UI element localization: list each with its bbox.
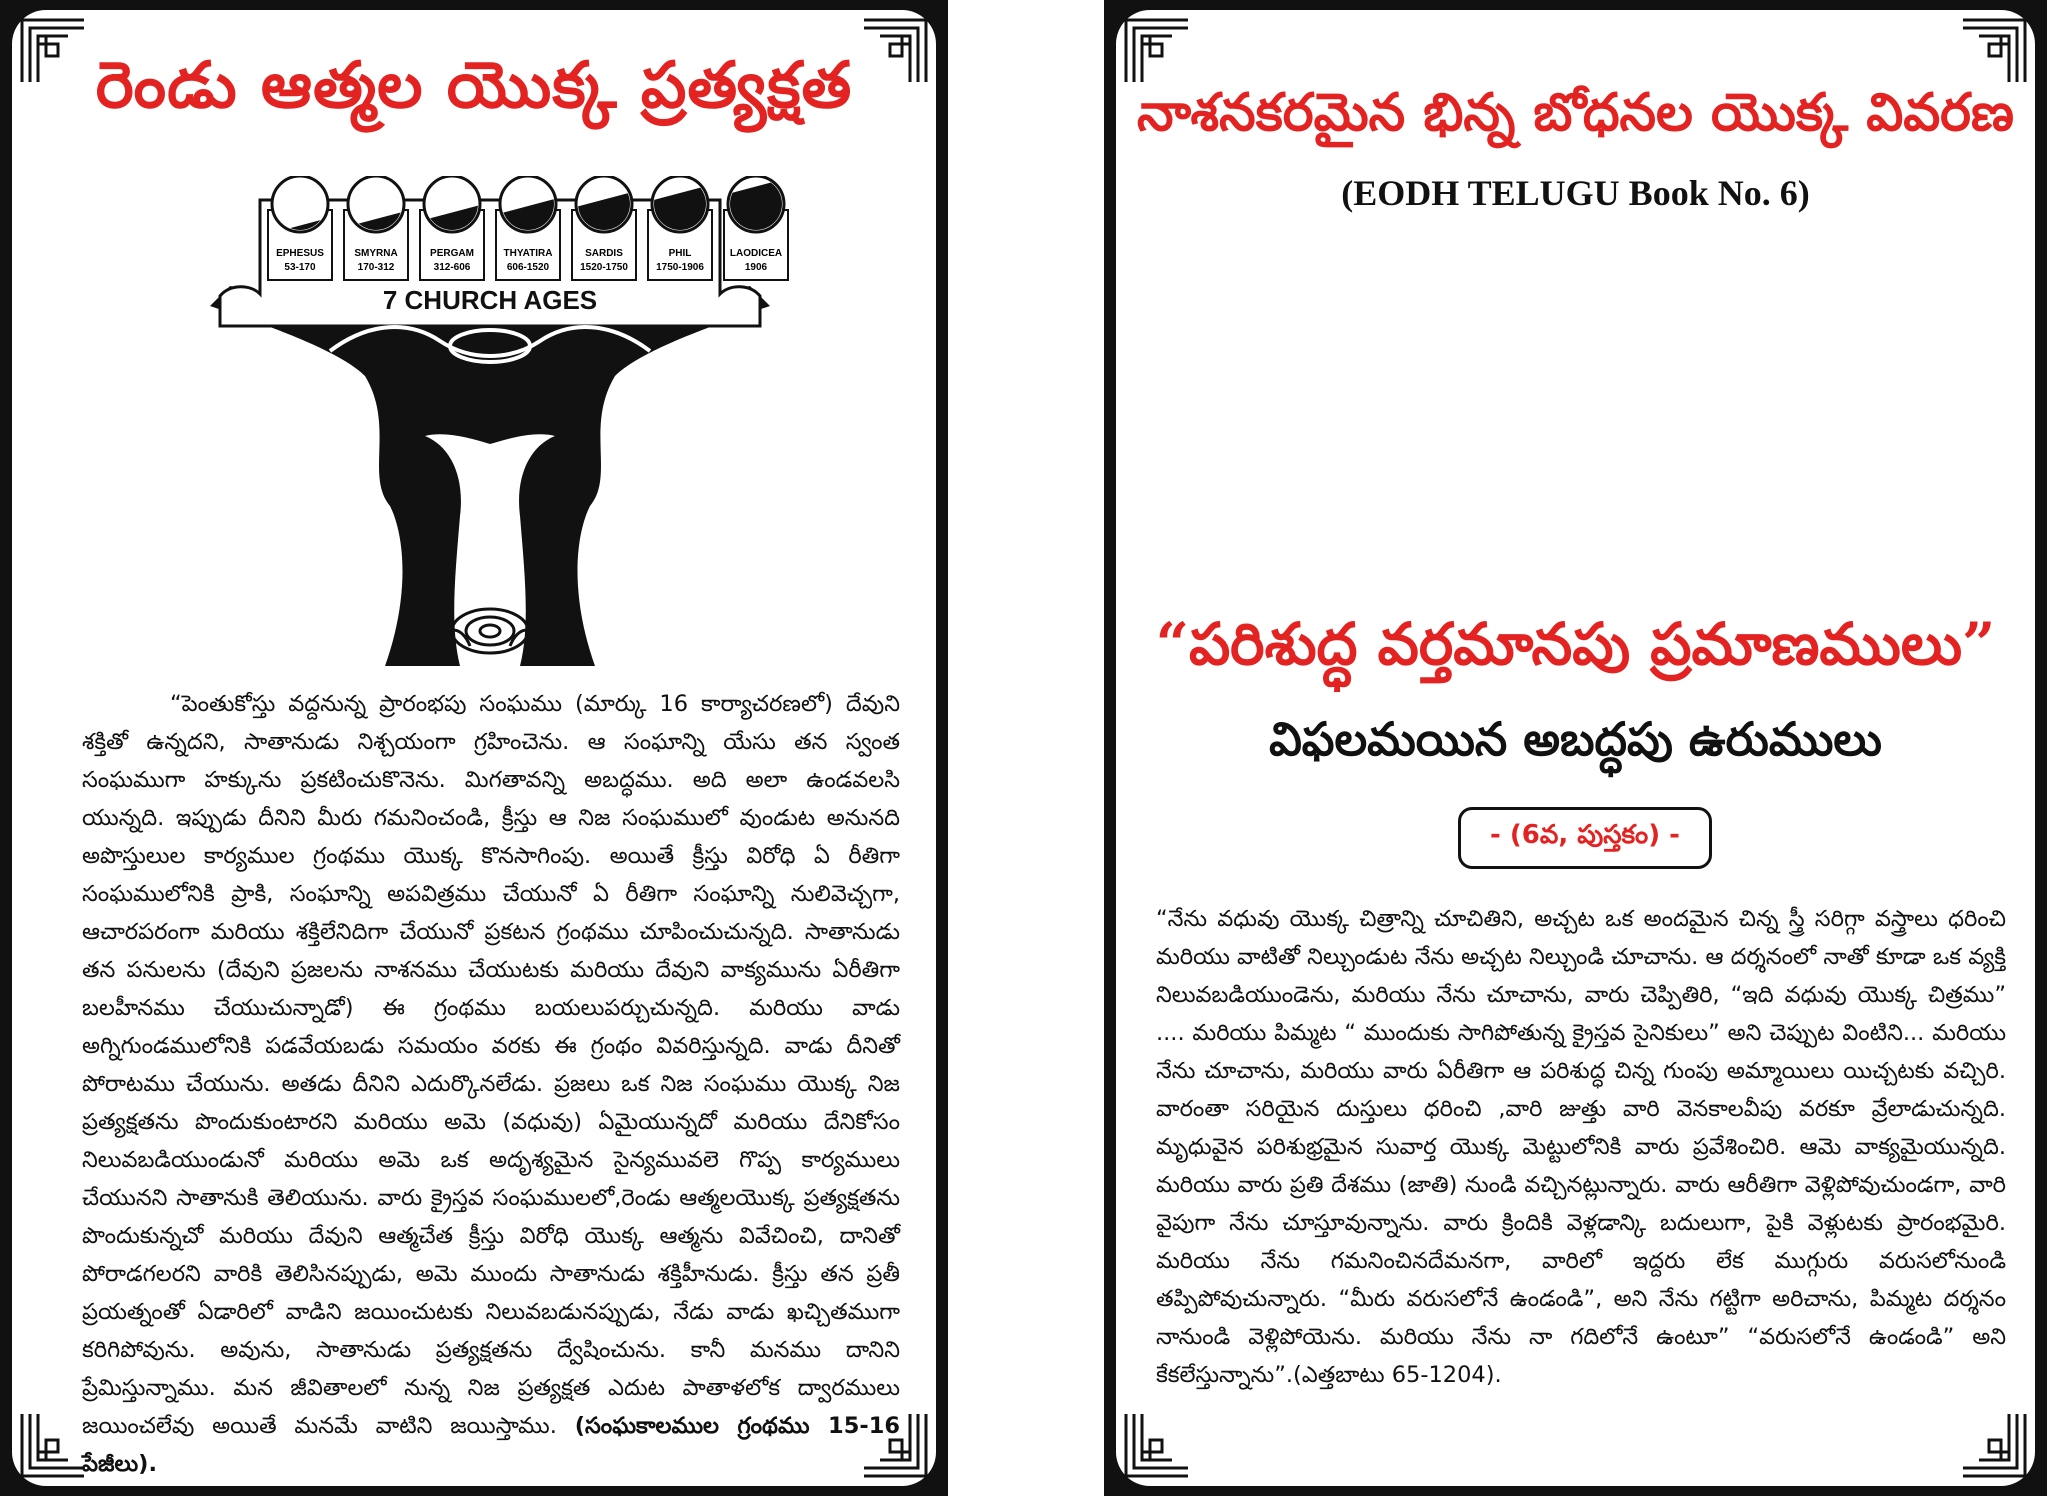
church-age-ephesus <box>268 176 332 280</box>
volume-label: - (6వ, పుస్తకం) - <box>1490 820 1680 850</box>
left-page-content <box>12 10 936 1486</box>
church-orb <box>272 176 328 232</box>
church-years: 1906 <box>744 262 768 273</box>
book-number: (EODH TELUGU Book No. 6) <box>1341 173 1810 213</box>
church-age-phil <box>648 176 712 280</box>
church-name: LAODICEA <box>729 248 783 259</box>
right-page-content <box>1116 10 2035 1486</box>
subtitle-main: “పరిశుద్ధ వర్తమానపు ప్రమాణములు” <box>1155 610 1996 678</box>
right-body-text: “నేను వధువు యొక్క చిత్రాన్ని చూచితిని, అచ్చట ఒక అందమైన చిన్న స్త్రీ సరిగ్గా వస్త్రాలు ధరించి మరియు వాటితో నిల్చుండుట నేను అచ్చట నిల్చుండి చూచాను. ఆ దర్శనంలో నాతో కూడా ఒక వ్యక్తి నిలువబడియుండెను, మరియు నేను చూచాను, వారు చెప్పితిరి, “ఇది వధువు యొక్క చిత్రము” .... మరియు పిమ్మట “ ముందుకు సాగిపోతున్న క్రైస్తవ సైనికులు” అని చెప్పుట వింటిని... మరియు నేను చూచాను, మరియు వారు ఏరీతిగా ఆ పరిశుద్ధ చిన్న గుంపు అమ్మాయిలు యిచ్చటకు వచ్చిరి. వారంతా సరియైన దుస్తులు ధరించి ,వారి జుత్తు వారి వెనకాలవీపు వరకూ వ్రేలాడుచున్నది. మృధువైన పరిశుభ్రమైన సువార్త యొక్క మెట్టులోనికి వారు ప్రవేశించిరి. ఆమె వాక్యమైయున్నది. మరియు వారు ప్రతి దేశము (జాతి) నుండి వచ్చినట్లున్నారు. వారు ఆరీతిగా వెళ్లిపోవుచుండగా, వారి వైపుగా నేను చూస్తూవున్నాను. వారు క్రిందికి వెళ్లడాన్కి బదులుగా, పైకి వెళ్లుటకు ప్రారంభమైరి. మరియు నేను గమనించినదేమనగా, వారిలో ఇద్దరు లేక ముగ్గురు వరుసలోనుండి తప్పిపోవుచున్నారు. “మీరు వరుసలోనే ఉండండి”, అని నేను గట్టిగా అరిచాను, పిమ్మట దర్శనం నానుండి వెళ్లిపోయెను. మరియు నేను నా గదిలోనే ఉంటూ” “వరుసలోనే ఉండండి” అని కేకలేస్తున్నాను”.(ఎత్తబాటు 65-1204). <box>1156 906 2006 1388</box>
corner-ornament-icon <box>1122 16 1192 86</box>
church-ages-banner: 7 CHURCH AGES <box>382 285 598 315</box>
page-title: నాశనకరమైన భిన్న బోధనల యొక్క వివరణ <box>1137 82 2014 143</box>
church-age-sardis <box>572 176 636 280</box>
church-ages-group <box>268 176 788 280</box>
church-years: 606-1520 <box>506 262 550 273</box>
subtitle-sub: విఫలమయిన అబద్ధపు ఉరుములు <box>1269 712 1882 766</box>
corner-ornament-icon <box>1959 16 2029 86</box>
church-years: 1520-1750 <box>580 262 628 273</box>
seven-church-ages-illustration <box>190 176 790 666</box>
church-name: SMYRNA <box>354 248 398 259</box>
church-name: SARDIS <box>585 248 623 259</box>
left-body-text: “పెంతుకోస్తు వద్దనున్న ప్రారంభపు సంఘము (మార్కు 16 కార్యాచరణలో) దేవుని శక్తితో ఉన్నదని, సాతానుడు నిశ్చయంగా గ్రహించెను. ఆ సంఘాన్ని యేసు తన స్వంత సంఘముగా హక్కును ప్రకటించుకొనెను. మిగతావన్ని అబద్ధము. అది అలా ఉండవలసి యున్నది. ఇప్పుడు దీనిని మీరు గమనించండి, క్రీస్తు ఆ నిజ సంఘములో వుండుట అనునది అపొస్తులుల కార్యముల గ్రంథము యొక్క కొనసాగింపు. అయితే క్రీస్తు విరోధి ఏ రీతిగా సంఘములోనికి ప్రాకి, సంఘాన్ని అపవిత్రము చేయునో ఏ రీతిగా సంఘాన్ని నులివెచ్చగా, ఆచారపరంగా మరియు శక్తిలేనిదిగా చేయునో ప్రకటన గ్రంథము చూపించుచున్నది. సాతానుడు తన పనులను (దేవుని ప్రజలను నాశనము చేయుటకు మరియు దేవుని వాక్యమును ఏరీతిగా బలహీనము చేయుచున్నాడో) ఈ గ్రంథము బయలుపర్చుచున్నది. మరియు వాడు అగ్నిగుండములోనికి పడవేయబడు సమయం వరకు ఈ గ్రంథం వివరిస్తున్నది. వాడు దీనితో పోరాటము చేయును. అతడు దీనిని ఎదుర్కొనలేడు. ప్రజలు ఒక నిజ సంఘము యొక్క నిజ ప్రత్యక్షతను పొందుకుంటారని మరియు అమె (వధువు) ఏమైయున్నదో మరియు దేనికోసం నిలువబడియుండునో మరియు అమె ఒక అదృశ్యమైన సైన్యమువలె గొప్ప కార్యములు చేయునని సాతానుకి తెలియును. వారు క్రైస్తవ సంఘములలో,రెండు ఆత్మలయొక్క ప్రత్యక్షతను పొందుకున్నచో మరియు దేవుని ఆత్మచేత క్రీస్తు విరోధి యొక్క ఆత్మను వివేచించి, దానితో పోరాడగలరని వారికి తెలిసినప్పుడు, అమె ముందు సాతానుడు శక్తిహీనుడు. క్రీస్తు తన ప్రతీ ప్రయత్నంతో ఏడారిలో వాడిని జయించుటకు నిలువబడునప్పుడు, నేడు వాడు ఖచ్చితముగా కరిగిపోవును. అవును, సాతానుడు ప్రత్యక్షతను ద్వేషించును. కానీ మనము దానిని ప్రేమిస్తున్నాము. మన జీవితాలలో నున్న నిజ ప్రత్యక్షత ఎదుట పాతాళలోక ద్వారములు జయించలేవు అయితే మనమే వాటిని జయిస్తాము. <box>82 691 900 1439</box>
volume-badge <box>1458 807 1712 869</box>
church-name: PHIL <box>668 248 692 259</box>
right-page <box>1104 0 2047 1496</box>
church-years: 53-170 <box>284 262 316 273</box>
church-age-laodicea <box>724 176 788 280</box>
corner-ornament-icon <box>1959 1410 2029 1480</box>
left-body-paragraph <box>82 685 900 1483</box>
church-age-thyatira <box>496 176 560 280</box>
page-title: రెండు ఆత్మల యొక్క ప్రత్యక్షత <box>95 48 853 123</box>
church-years: 1750-1906 <box>656 262 704 273</box>
church-years: 170-312 <box>357 262 395 273</box>
church-years: 312-606 <box>433 262 471 273</box>
left-citation: (సంఘకాలముల గ్రంథము 15-16 పేజీలు). <box>82 1413 901 1477</box>
left-page <box>0 0 948 1496</box>
church-age-pergam <box>420 176 484 280</box>
corner-ornament-icon <box>1122 1410 1192 1480</box>
corner-ornament-icon <box>18 1410 88 1480</box>
church-name: EPHESUS <box>276 248 324 259</box>
church-age-smyrna <box>344 176 408 280</box>
church-name: THYATIRA <box>503 248 553 259</box>
church-name: PERGAM <box>430 248 474 259</box>
